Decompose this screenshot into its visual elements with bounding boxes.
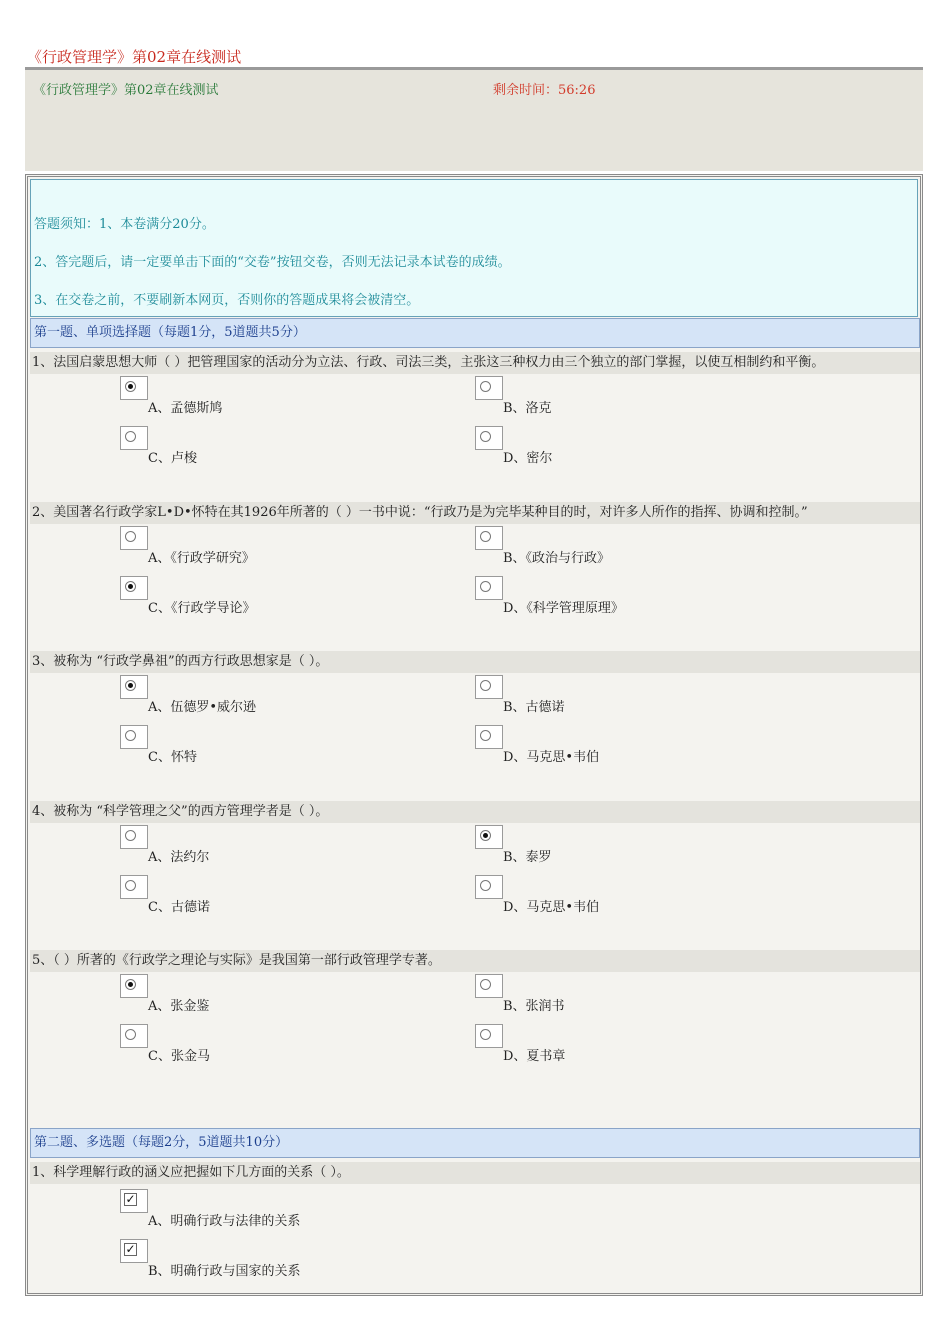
doc-title: 《行政管理学》第02章在线测试 bbox=[27, 48, 242, 66]
option-box[interactable] bbox=[120, 974, 148, 998]
exam-notice bbox=[30, 179, 918, 317]
radio-unchecked-icon[interactable] bbox=[480, 880, 491, 891]
option-label: A、明确行政与法律的关系 bbox=[148, 1214, 301, 1229]
option-box[interactable] bbox=[120, 426, 148, 450]
option-box[interactable] bbox=[475, 426, 503, 450]
option-label: D、密尔 bbox=[503, 451, 553, 466]
option-label: A、《行政学研究》 bbox=[148, 551, 255, 566]
option-box[interactable] bbox=[120, 675, 148, 699]
option-box[interactable] bbox=[475, 725, 503, 749]
countdown-timer: 剩余时间：56:26 bbox=[493, 83, 596, 98]
option-box[interactable] bbox=[120, 1024, 148, 1048]
radio-unchecked-icon[interactable] bbox=[125, 531, 136, 542]
option-label: B、张润书 bbox=[503, 999, 565, 1014]
radio-checked-icon[interactable] bbox=[125, 979, 136, 990]
option-box[interactable] bbox=[120, 576, 148, 600]
option-label: D、《科学管理原理》 bbox=[503, 601, 624, 616]
option-label: D、马克思•韦伯 bbox=[503, 750, 600, 765]
option-box[interactable] bbox=[120, 1239, 148, 1263]
option-label: A、法约尔 bbox=[148, 850, 210, 865]
radio-unchecked-icon[interactable] bbox=[125, 431, 136, 442]
radio-unchecked-icon[interactable] bbox=[125, 830, 136, 841]
radio-unchecked-icon[interactable] bbox=[125, 1029, 136, 1040]
radio-unchecked-icon[interactable] bbox=[480, 1029, 491, 1040]
option-label: B、古德诺 bbox=[503, 700, 565, 715]
option-label: D、夏书章 bbox=[503, 1049, 566, 1064]
option-label: D、马克思•韦伯 bbox=[503, 900, 600, 915]
radio-checked-icon[interactable] bbox=[480, 830, 491, 841]
option-label: A、孟德斯鸠 bbox=[148, 401, 223, 416]
question-stem: 1、法国启蒙思想大师（ ）把管理国家的活动分为立法、行政、司法三类，主张这三种权力由三个独立的部门掌握，以使互相制约和平衡。 bbox=[30, 352, 920, 374]
option-box[interactable] bbox=[120, 526, 148, 550]
option-box[interactable] bbox=[475, 825, 503, 849]
option-box[interactable] bbox=[120, 376, 148, 400]
option-label: B、明确行政与国家的关系 bbox=[148, 1264, 301, 1279]
option-box[interactable] bbox=[120, 1189, 148, 1213]
radio-unchecked-icon[interactable] bbox=[125, 880, 136, 891]
exam-header bbox=[25, 67, 923, 171]
option-box[interactable] bbox=[475, 1024, 503, 1048]
section-title-multiple-choice: 第二题、多选题（每题2分，5道题共10分） bbox=[30, 1128, 920, 1158]
option-box[interactable] bbox=[475, 526, 503, 550]
option-label: C、张金马 bbox=[148, 1049, 210, 1064]
option-box[interactable] bbox=[475, 675, 503, 699]
question-stem: 2、美国著名行政学家L•D•怀特在其1926年所著的（ ）一书中说：“行政乃是为完毕某种目的时，对许多人所作的指挥、协调和控制。” bbox=[30, 502, 920, 524]
option-label: B、《政治与行政》 bbox=[503, 551, 611, 566]
option-label: A、张金鉴 bbox=[148, 999, 210, 1014]
question-stem: 1、科学理解行政的涵义应把握如下几方面的关系（ ）。 bbox=[30, 1162, 920, 1184]
option-box[interactable] bbox=[475, 576, 503, 600]
option-label: A、伍德罗•威尔逊 bbox=[148, 700, 257, 715]
option-label: B、洛克 bbox=[503, 401, 552, 416]
radio-unchecked-icon[interactable] bbox=[480, 581, 491, 592]
radio-unchecked-icon[interactable] bbox=[480, 431, 491, 442]
radio-checked-icon[interactable] bbox=[125, 381, 136, 392]
notice-line: 2、答完题后，请一定要单击下面的“交卷”按钮交卷，否则无法记录本试卷的成绩。 bbox=[34, 255, 511, 270]
question-stem: 4、被称为 “科学管理之父”的西方管理学者是（ ）。 bbox=[30, 801, 920, 823]
radio-checked-icon[interactable] bbox=[125, 581, 136, 592]
option-box[interactable] bbox=[120, 875, 148, 899]
checkbox-checked-icon[interactable]: ✓ bbox=[125, 1192, 136, 1206]
option-box[interactable] bbox=[120, 725, 148, 749]
notice-line: 3、在交卷之前，不要刷新本网页，否则你的答题成果将会被清空。 bbox=[34, 293, 420, 308]
radio-unchecked-icon[interactable] bbox=[125, 730, 136, 741]
radio-unchecked-icon[interactable] bbox=[480, 381, 491, 392]
option-box[interactable] bbox=[475, 974, 503, 998]
radio-checked-icon[interactable] bbox=[125, 680, 136, 691]
option-label: C、怀特 bbox=[148, 750, 197, 765]
section-title-single-choice: 第一题、单项选择题（每题1分，5道题共5分） bbox=[30, 318, 920, 348]
option-box[interactable] bbox=[120, 825, 148, 849]
exam-name: 《行政管理学》第02章在线测试 bbox=[33, 83, 219, 98]
exam-frame bbox=[25, 174, 923, 1296]
checkbox-checked-icon[interactable]: ✓ bbox=[125, 1242, 136, 1256]
question-stem: 5、（ ）所著的《行政学之理论与实际》是我国第一部行政管理学专著。 bbox=[30, 950, 920, 972]
option-label: B、泰罗 bbox=[503, 850, 552, 865]
radio-unchecked-icon[interactable] bbox=[480, 531, 491, 542]
radio-unchecked-icon[interactable] bbox=[480, 680, 491, 691]
radio-unchecked-icon[interactable] bbox=[480, 979, 491, 990]
question-stem: 3、被称为 “行政学鼻祖”的西方行政思想家是（ ）。 bbox=[30, 651, 920, 673]
option-label: C、卢梭 bbox=[148, 451, 197, 466]
option-box[interactable] bbox=[475, 376, 503, 400]
option-box[interactable] bbox=[475, 875, 503, 899]
option-label: C、古德诺 bbox=[148, 900, 210, 915]
notice-line: 答题须知：1、本卷满分20分。 bbox=[34, 217, 215, 232]
radio-unchecked-icon[interactable] bbox=[480, 730, 491, 741]
option-label: C、《行政学导论》 bbox=[148, 601, 256, 616]
